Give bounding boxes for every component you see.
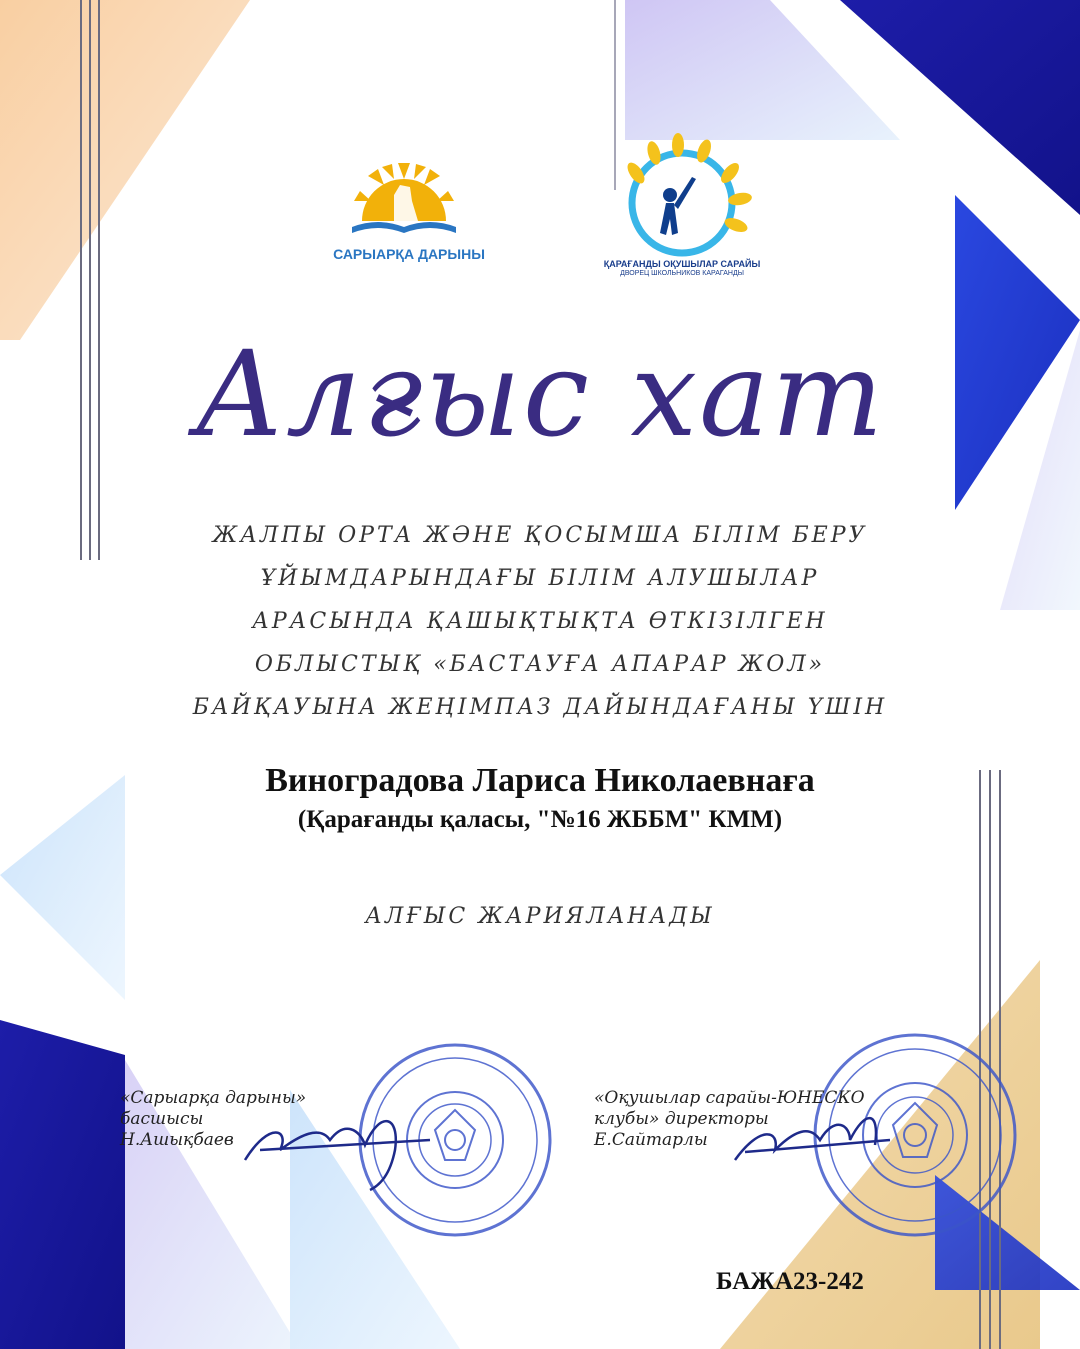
- signature-block-left: [120, 1088, 350, 1151]
- signature-left-line2: басшысы: [120, 1109, 204, 1129]
- signature-right-line1: «Оқушылар сарайы-ЮНЕСКО: [594, 1088, 865, 1108]
- registration-number: БАЖА23-242: [716, 1268, 864, 1295]
- child-sun-logo: [624, 133, 753, 253]
- reason-line-1: ЖАЛПЫ ОРТА ЖӘНЕ ҚОСЫМША БІЛІМ БЕРУ: [212, 523, 868, 548]
- right-logo-caption-line2: ДВОРЕЦ ШКОЛЬНИКОВ КАРАГАНДЫ: [620, 270, 744, 277]
- corner-shape-top-lavender: [625, 0, 900, 140]
- signature-right-line2: клубы» директоры: [594, 1109, 769, 1129]
- signature-block-right: [594, 1088, 894, 1151]
- announcement-text: АЛҒЫС ЖАРИЯЛАНАДЫ: [365, 904, 715, 929]
- reason-line-5: БАЙҚАУЫНА ЖЕҢІМПАЗ ДАЙЫНДАҒАНЫ ҮШІН: [192, 695, 888, 720]
- reason-line-3: АРАСЫНДА ҚАШЫҚТЫҚТА ӨТКІЗІЛГЕН: [252, 609, 828, 634]
- left-logo-caption: САРЫАРҚА ДАРЫНЫ: [333, 246, 485, 262]
- corner-shape-top-right: [840, 0, 1080, 215]
- signature-right-line3: Е.Сайтарлы: [594, 1130, 708, 1150]
- recipient-name: Виноградова Лариса Николаевнаға: [265, 762, 815, 799]
- reason-line-4: ОБЛЫСТЫҚ «БАСТАУҒА АПАРАР ЖОЛ»: [254, 652, 826, 677]
- corner-shape-bottom-left: [0, 1020, 125, 1349]
- corner-shape-top-left: [0, 0, 250, 340]
- page-title: Алғыс хат: [194, 325, 886, 463]
- sun-book-logo: [352, 163, 456, 233]
- recipient-organization: (Қарағанды қаласы, "№16 ЖББМ" КММ): [297, 806, 783, 833]
- stamp-left: [360, 1045, 550, 1235]
- reason-line-2: ҰЙЫМДАРЫНДАҒЫ БІЛІМ АЛУШЫЛАР: [260, 566, 820, 591]
- right-logo-caption-line1: ҚАРАҒАНДЫ ОҚУШЫЛАР САРАЙЫ: [603, 259, 761, 269]
- signature-left-line3: Н.Ашықбаев: [120, 1130, 234, 1150]
- signature-left-line1: «Сарыарқа дарыны»: [120, 1088, 307, 1108]
